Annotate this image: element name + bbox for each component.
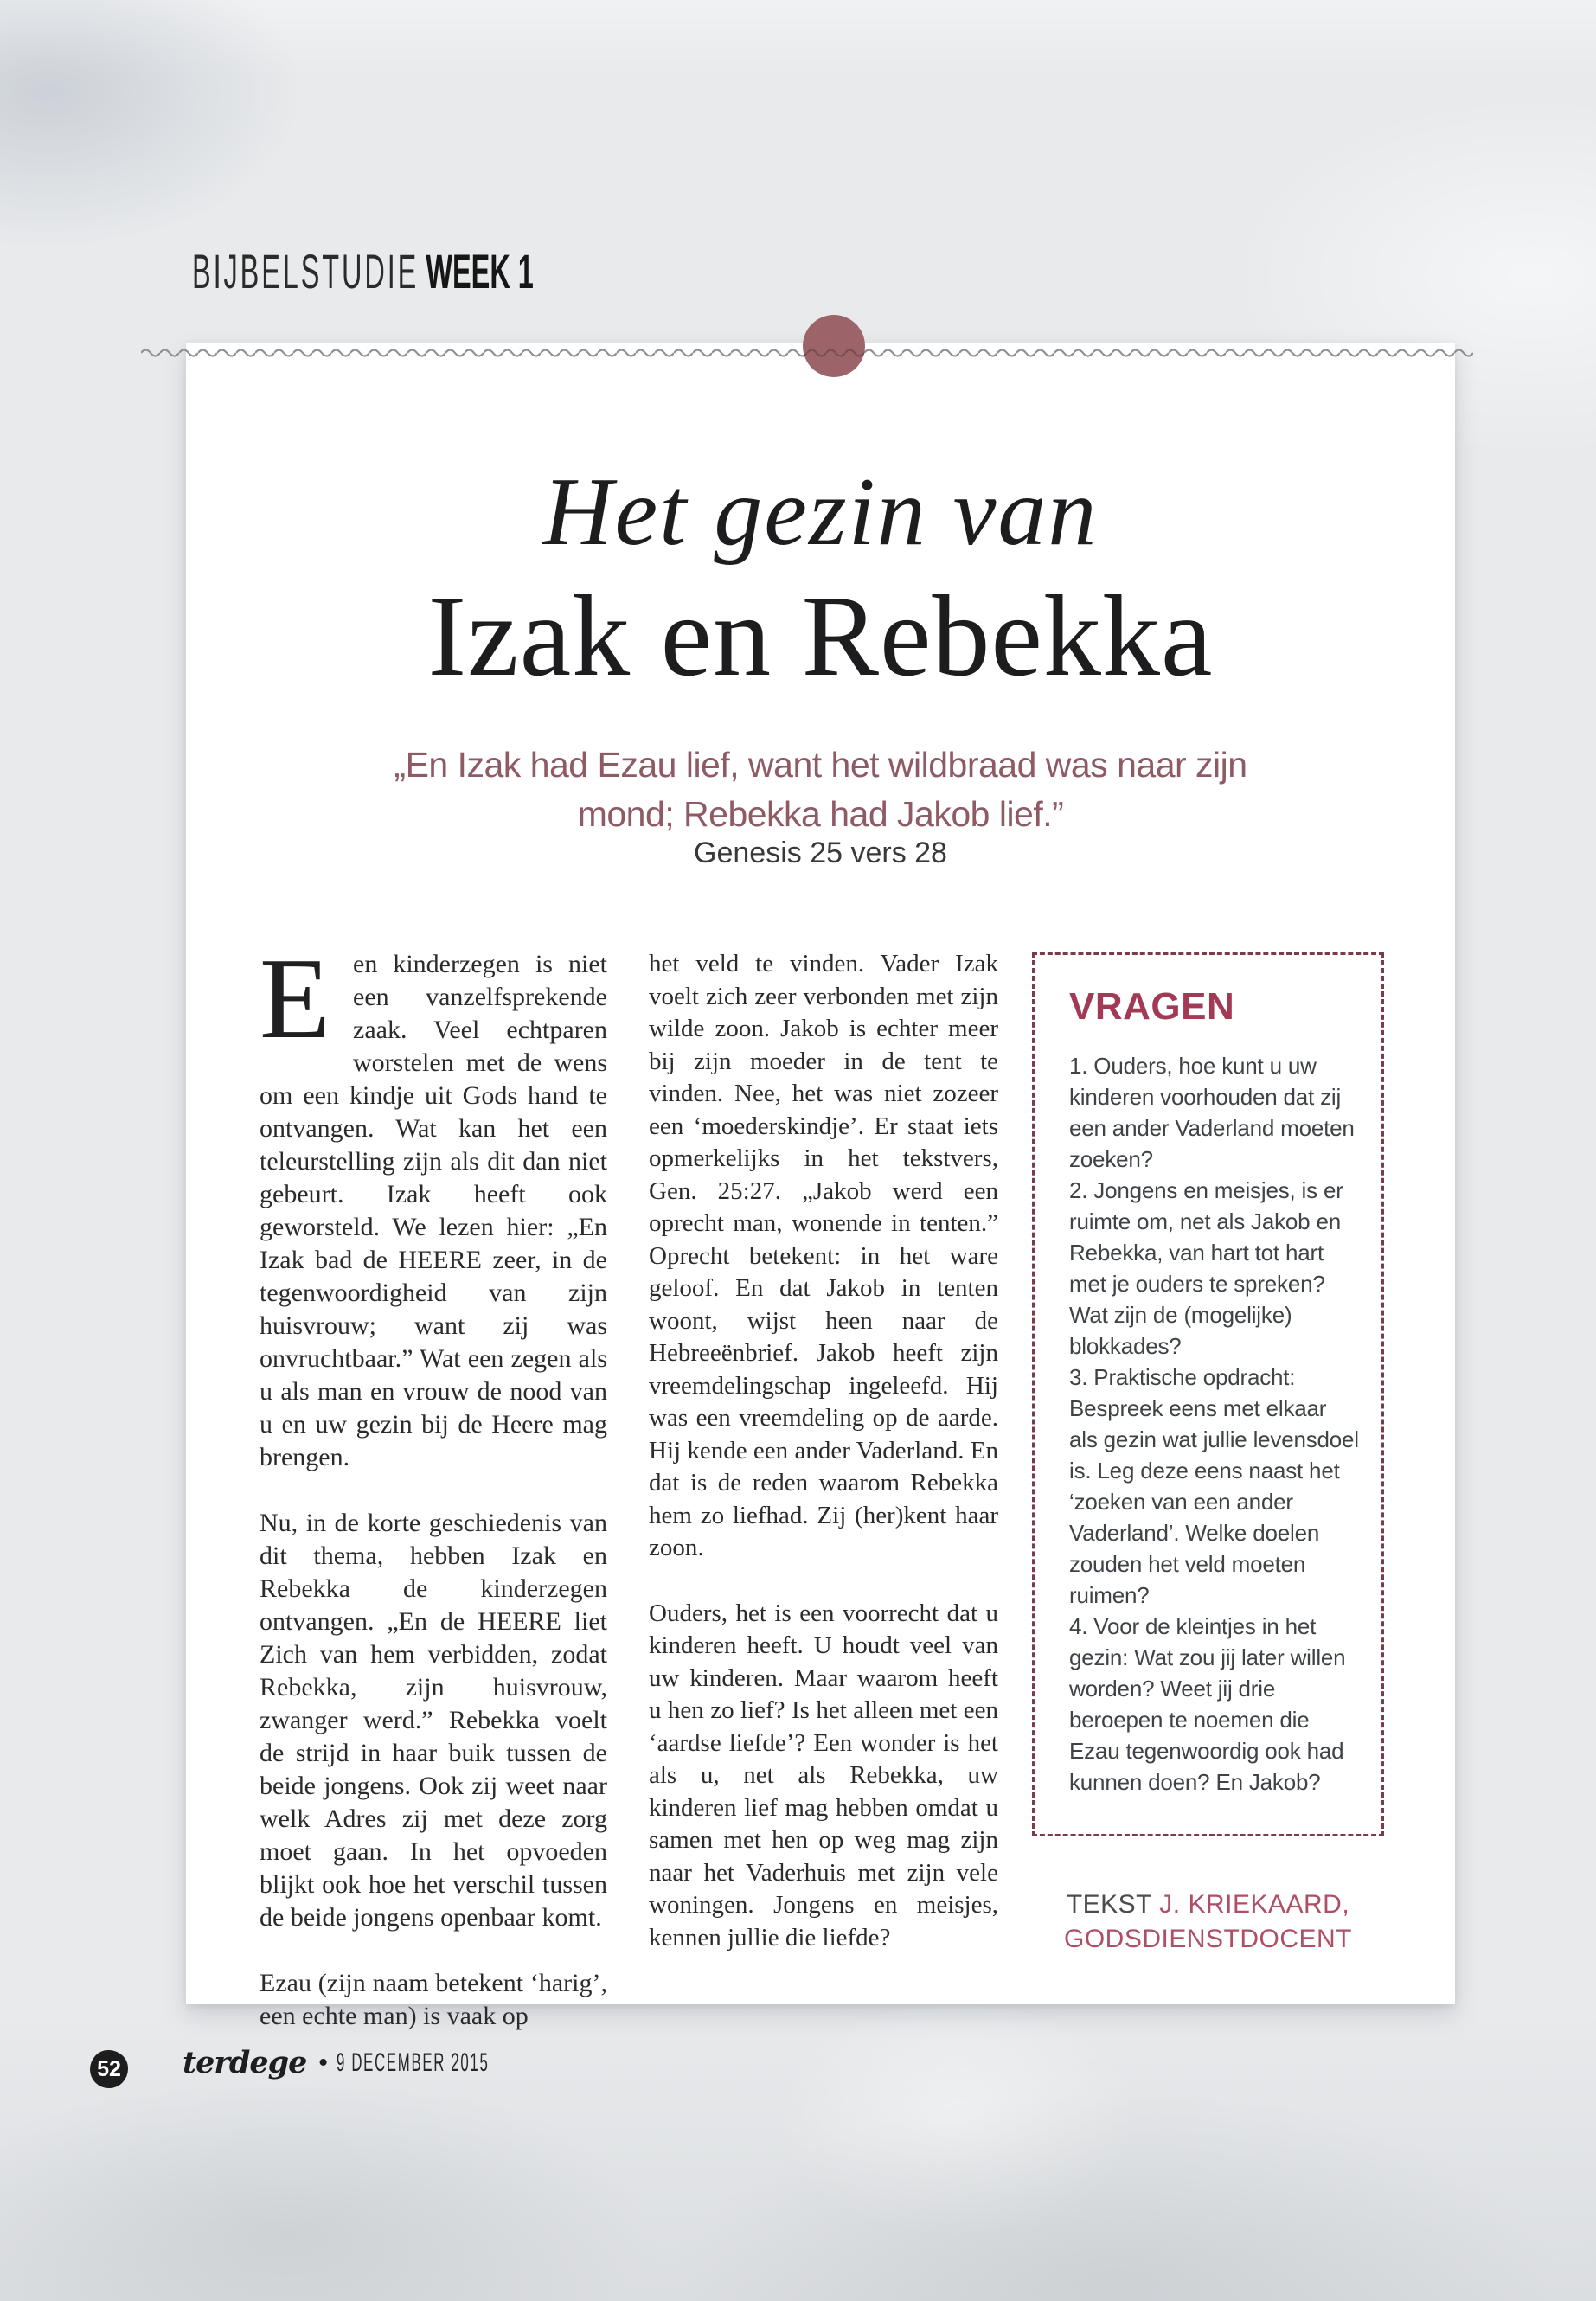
paragraph [260, 934, 607, 1474]
column-1 [260, 934, 607, 2033]
vragen-box [1032, 952, 1384, 1836]
divider-circle [803, 315, 865, 377]
credit-label: TEKST [1066, 1890, 1152, 1919]
footer-bullet: • [318, 2048, 328, 2077]
intro-quote [186, 740, 1455, 839]
column-2 [649, 948, 998, 1954]
title-line-italic: Het gezin van [542, 458, 1099, 566]
quote-source: Genesis 25 vers 28 [694, 836, 947, 869]
eyebrow-script-label: BIJBELSTUDIE [192, 244, 420, 298]
author-credit [1032, 1888, 1384, 1957]
quote-line-1: „En Izak had Ezau lief, want het wildbraad was naar zijn [394, 745, 1247, 785]
eyebrow [192, 244, 534, 298]
article-title [186, 460, 1455, 699]
paragraph: Ezau (zijn naam betekent ‘harig’, een echte man) is vaak op [260, 1969, 607, 2030]
drop-cap: E [260, 934, 330, 1062]
vragen-item: 2. Jongens en meisjes, is er ruimte om, net als Jakob en Rebekka, van hart tot hart met je ouders te spreken? Wat zijn de (mogelijke) blokkades? [1069, 1177, 1343, 1359]
quote-line-2: mond; Rebekka had Jakob lief.” [577, 794, 1064, 834]
page-number: 52 [97, 2056, 121, 2081]
paragraph: Ouders, het is een voorrecht dat u kinderen heeft. U houdt veel van uw kinderen. Maar waarom heeft u hen zo lief? Is het alleen met een ‘aardse liefde’? Een wonder is het als u, net als Rebekka, uw kinderen lief mag hebben omdat u samen met hen op weg mag zijn naar het Vaderhuis met zijn vele woningen. Jongens en meisjes, kennen jullie die liefde? [649, 1599, 998, 1952]
paragraph: het veld te vinden. Vader Izak voelt zich zeer verbonden met zijn wilde zoon. Jakob is echter meer bij zijn moeder in de tent te vinden. Nee, het was niet zozeer een ‘moederskindje’. Er staat iets opmerkelijks in het tekstvers, Gen. 25:27. „Jakob werd een oprecht man, wonende in tenten.” Oprecht betekent: in het ware geloof. En dat Jakob in tenten woont, wijst heen naar de Hebreeënbrief. Jakob heeft zijn vreemdelingschap ingeleefd. Hij was een vreemdeling op de aarde. Hij kende een ander Vaderland. En dat is de reden waarom Rebekka hem zo liefhad. Zij (her)kent haar zoon. [649, 950, 998, 1561]
footer-date: 9 DECEMBER 2015 [336, 2048, 490, 2077]
paragraph-text: en kinderzegen is niet een vanzelfsprekende zaak. Veel echtparen worstelen met de wens om een kindje uit Gods hand te ontvangen. Wat kan het een teleurstelling zijn als dit dan niet gebeurt. Izak heeft ook geworsteld. We lezen hier: „En Izak bad de HEERE zeer, in de tegenwoordigheid van zijn huisvrouw; want zij was onvruchtbaar.” Wat een zegen als u als man en vrouw de nood van u en uw gezin bij de Heere mag brengen. [260, 950, 607, 1471]
page-number-badge [90, 2050, 128, 2088]
title-line-roman: Izak en Rebekka [427, 572, 1214, 700]
paragraph: Nu, in de korte geschiedenis van dit thema, hebben Izak en Rebekka de kinderzegen ontvangen. „En de HEERE liet Zich van hem verbidden, zodat Rebekka, zijn huisvrouw, zwanger werd.” Rebekka voelt de strijd in haar buik tussen de beide jongens. Ook zij weet naar welk Adres zij met deze zorg moet gaan. In het opvoeden blijkt ook hoe het verschil tussen de beide jongens openbaar komt. [260, 1509, 607, 1932]
page-footer [183, 2045, 609, 2080]
credit-line-1 [1032, 1888, 1384, 1922]
vragen-item: 4. Voor de kleintjes in het gezin: Wat zou jij later willen worden? Weet jij drie beroepen te noemen die Ezau tegenwoordig ook had kunnen doen? En Jakob? [1069, 1613, 1346, 1795]
divider-circle-wave [803, 346, 865, 360]
credit-role: GODSDIENSTDOCENT [1063, 1925, 1353, 1953]
credit-name: J. KRIEKAARD, [1159, 1890, 1350, 1919]
magazine-logo: terdege [183, 2045, 307, 2080]
vragen-item: 3. Praktische opdracht: Bespreek eens met elkaar als gezin wat jullie levensdoel is. Leg deze eens naast het ‘zoeken van een ander Vaderland’. Welke doelen zouden het veld moeten ruimen? [1069, 1364, 1359, 1608]
vragen-item: 1. Ouders, hoe kunt u uw kinderen voorhouden dat zij een ander Vaderland moeten zoeken? [1069, 1053, 1355, 1172]
vragen-title: VRAGEN [1069, 985, 1235, 1028]
eyebrow-week-label: WEEK 1 [426, 244, 534, 298]
